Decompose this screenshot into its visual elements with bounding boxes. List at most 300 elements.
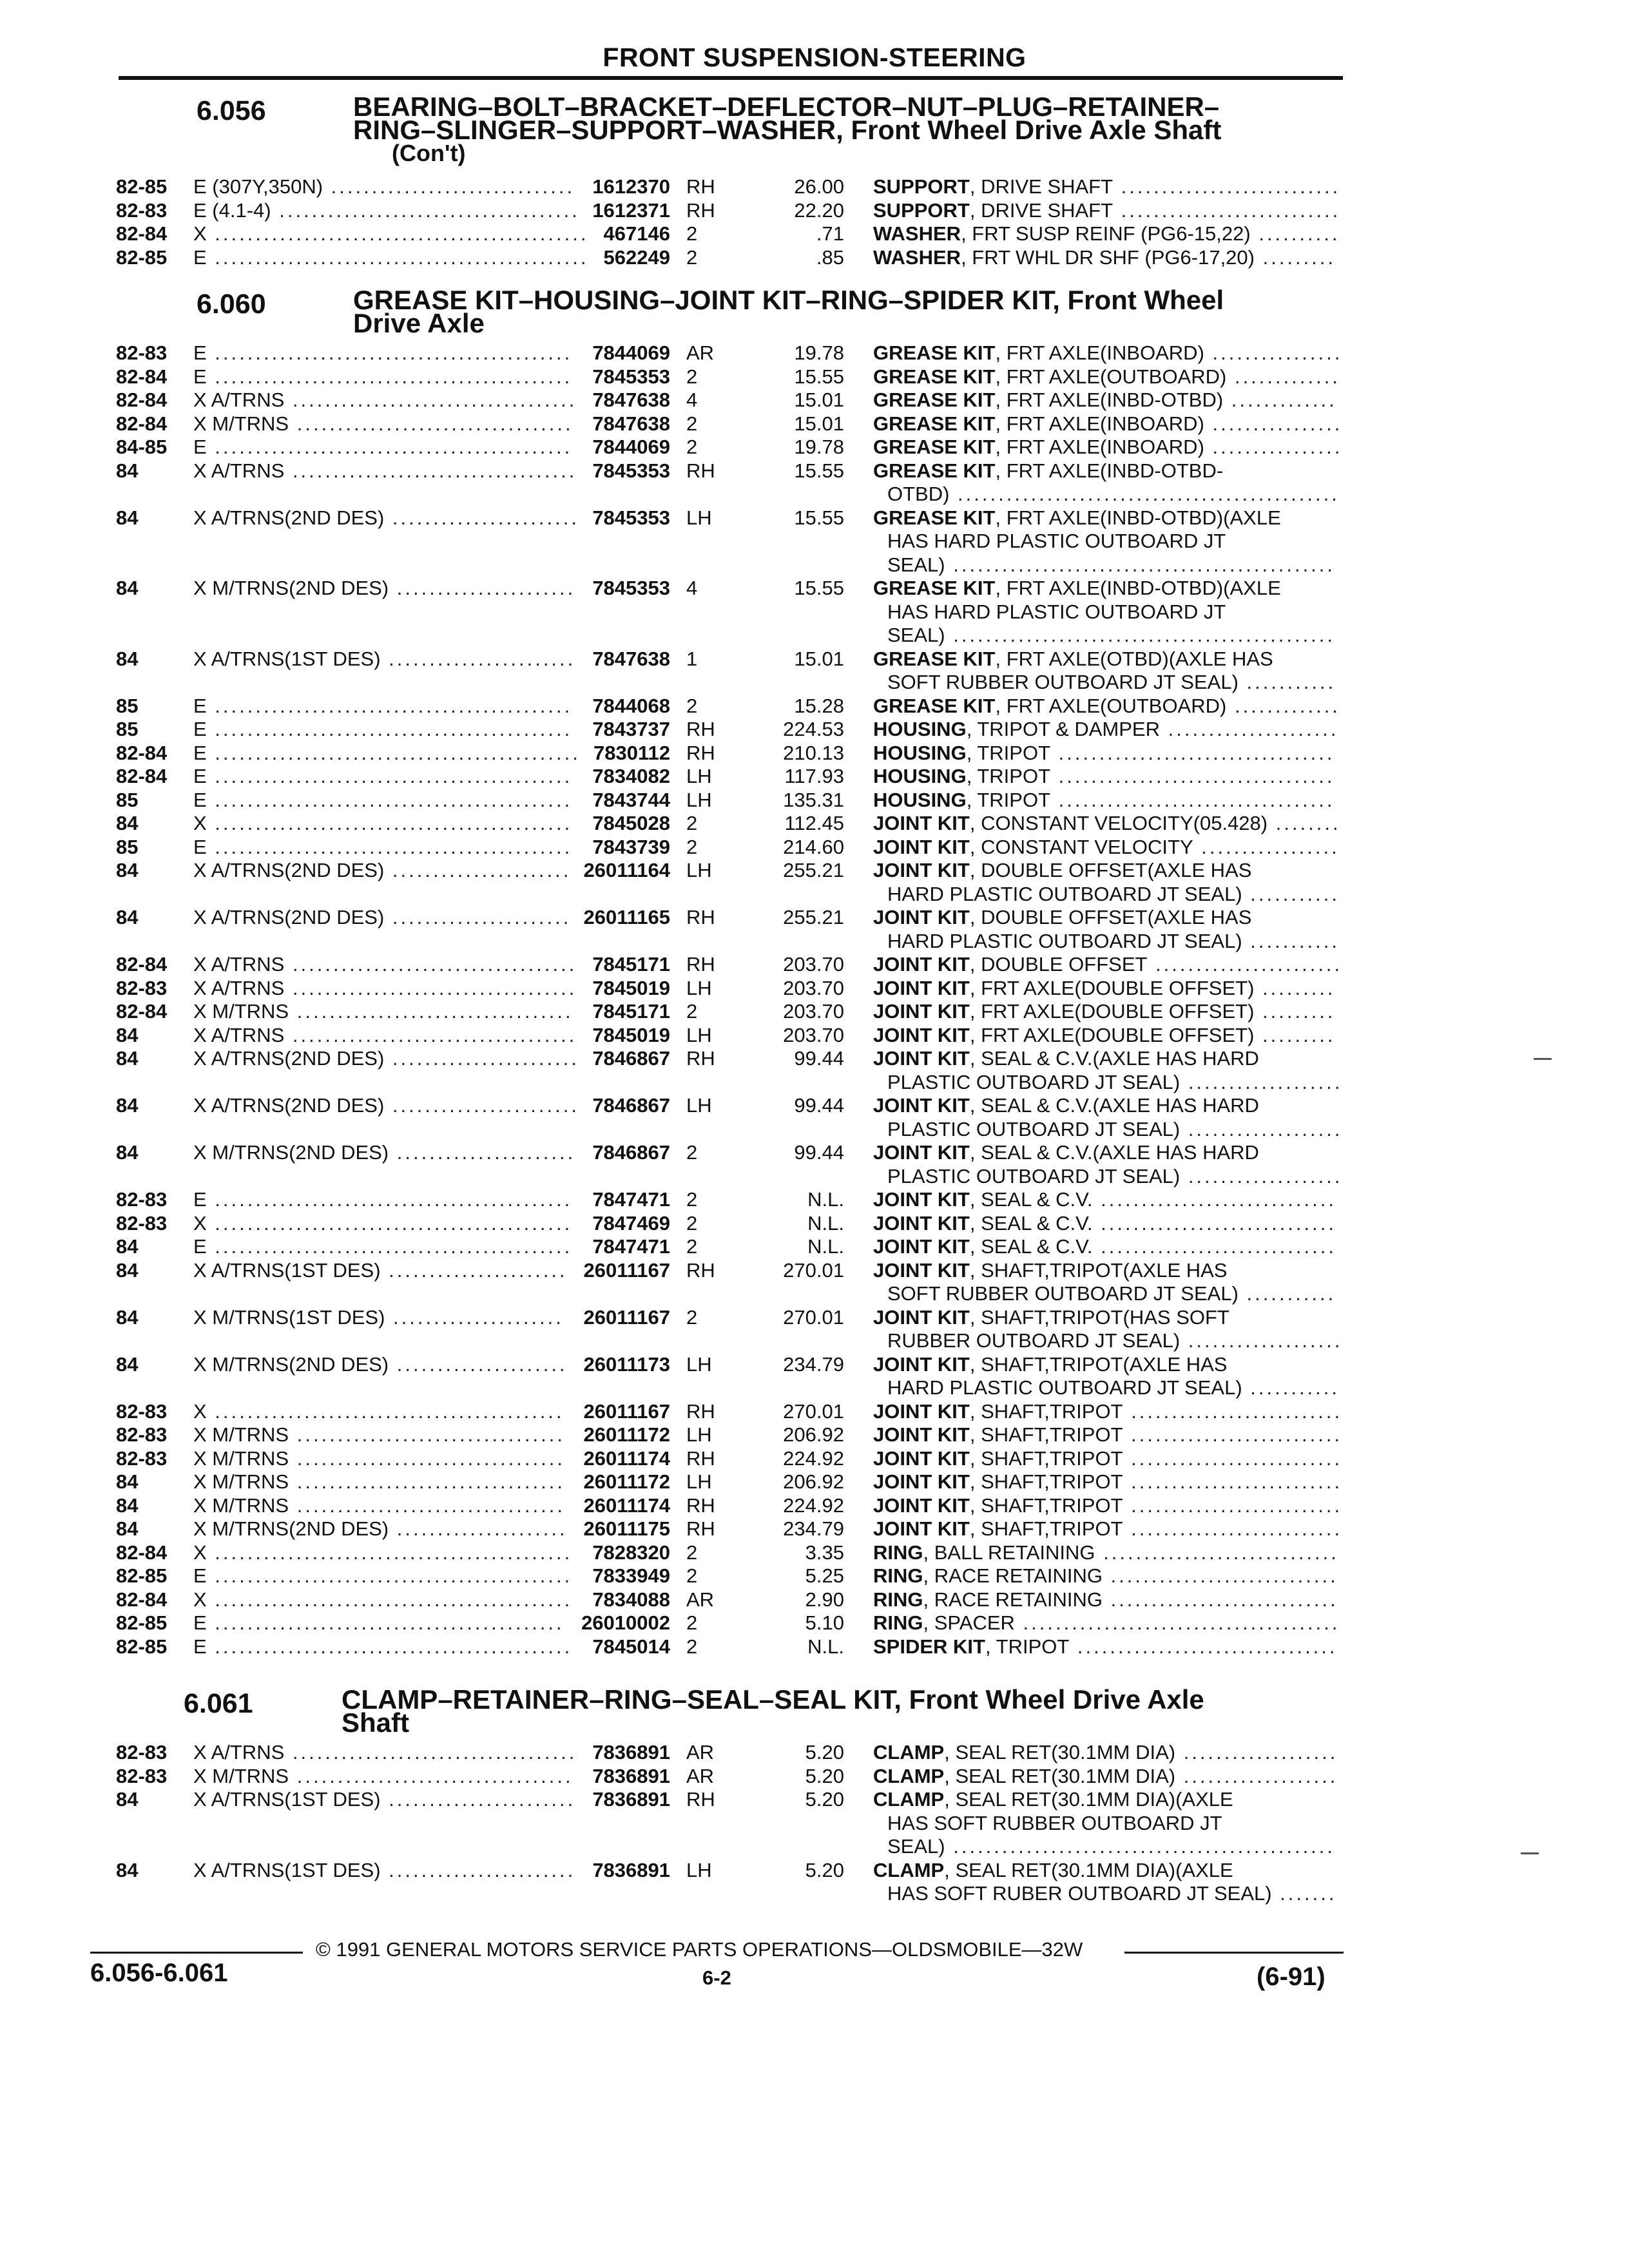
leader-dots: ...............................................	[945, 1835, 1336, 1858]
row-quantity: 1	[686, 647, 698, 670]
leader-dots: ............................................	[206, 436, 573, 458]
leader-dots: .........	[1254, 976, 1336, 999]
row-year: 84	[116, 459, 139, 482]
row-application-text: E	[193, 1188, 207, 1211]
row-year: 85	[116, 835, 139, 858]
row-description-line	[873, 1517, 1342, 1541]
row-description-text: JOINT KIT, SEAL & C.V.	[873, 1188, 1093, 1211]
row-application	[193, 341, 572, 365]
leader-dots: .....................	[389, 1352, 568, 1376]
row-quantity: LH	[686, 859, 712, 881]
row-description-line	[887, 1118, 1342, 1141]
row-description-text: HAS SOFT RUBBER OUTBOARD JT	[887, 1811, 1222, 1834]
row-description-text: GREASE KIT, FRT AXLE(INBOARD)	[873, 412, 1204, 435]
row-description-text: JOINT KIT, SHAFT,TRIPOT(AXLE HAS	[873, 1352, 1228, 1376]
leader-dots: ......................	[384, 859, 572, 881]
row-quantity: LH	[686, 1423, 712, 1446]
row-price: 26.00	[794, 175, 844, 198]
row-part-number: 7845353	[592, 459, 670, 482]
row-year: 82-84	[116, 1588, 168, 1611]
row-description-line	[887, 1376, 1340, 1399]
row-year: 84	[116, 812, 139, 834]
row-part-number: 26011174	[583, 1494, 670, 1517]
row-application-text: E	[193, 835, 207, 858]
leader-dots: ...........	[1242, 929, 1340, 952]
row-description-text: SEAL)	[887, 624, 945, 646]
leader-dots: .......................................	[1014, 1611, 1340, 1634]
row-year: 84	[116, 1352, 139, 1376]
row-application-text: X A/TRNS	[193, 1023, 285, 1046]
row-price: N.L.	[807, 1188, 844, 1211]
row-year: 84	[116, 1141, 139, 1164]
row-description-text: SEAL)	[887, 553, 945, 576]
leader-dots: ..............................................	[206, 245, 589, 269]
row-description-line	[887, 883, 1340, 906]
row-description-text: JOINT KIT, SEAL & C.V.	[873, 1211, 1093, 1235]
row-price: 5.20	[805, 1788, 844, 1811]
row-description-text: SEAL)	[887, 1835, 945, 1858]
row-description-text: GREASE KIT, FRT AXLE(INBOARD)	[873, 436, 1204, 458]
row-application	[193, 765, 572, 788]
leader-dots: ..............................................	[206, 222, 589, 245]
row-application	[193, 1400, 564, 1423]
row-quantity: LH	[686, 1094, 712, 1117]
footer-page-number: 6-2	[702, 1966, 731, 1989]
row-description-text: JOINT KIT, SHAFT,TRIPOT(HAS SOFT	[873, 1305, 1229, 1329]
leader-dots: ..........................	[1123, 1494, 1343, 1517]
leader-dots: ...........................................	[206, 1399, 564, 1423]
row-part-number: 26011164	[583, 859, 670, 881]
row-application	[193, 1141, 575, 1164]
scan-mark	[1534, 1058, 1552, 1060]
row-part-number: 7843744	[592, 788, 670, 811]
row-description-text: HOUSING, TRIPOT & DAMPER	[873, 718, 1160, 740]
row-description-text: HAS HARD PLASTIC OUTBOARD JT	[887, 600, 1226, 623]
row-quantity: RH	[686, 1258, 715, 1282]
leader-dots: ......................	[389, 1141, 576, 1164]
leader-dots: ...............................................	[949, 483, 1340, 505]
leader-dots: ............................................	[206, 765, 573, 787]
row-year: 84	[116, 1494, 139, 1517]
row-application-text: X	[193, 812, 207, 834]
row-description-text: JOINT KIT, DOUBLE OFFSET(AXLE HAS	[873, 906, 1252, 928]
row-year: 84	[116, 506, 139, 529]
row-description-text: HARD PLASTIC OUTBOARD JT SEAL)	[887, 882, 1242, 905]
leader-dots: ...........................	[1113, 198, 1341, 222]
row-price: 206.92	[783, 1423, 844, 1446]
row-part-number: 7830112	[593, 741, 670, 764]
row-application	[193, 365, 572, 389]
row-application-text: X	[193, 222, 207, 245]
row-price: 22.20	[794, 198, 844, 222]
leader-dots: ...........................................	[206, 1611, 564, 1634]
row-description-line	[873, 506, 1281, 530]
row-year: 84	[116, 1235, 139, 1258]
row-quantity: LH	[686, 1352, 712, 1376]
row-description-line	[887, 1071, 1342, 1094]
leader-dots: .........	[1254, 245, 1336, 269]
row-part-number: 7836891	[592, 1788, 670, 1811]
leader-dots: .............	[1226, 365, 1340, 388]
row-price: 99.44	[794, 1047, 844, 1070]
row-description-text: JOINT KIT, SHAFT,TRIPOT	[873, 1494, 1123, 1517]
row-application-text: E	[193, 341, 207, 364]
row-description-text: PLASTIC OUTBOARD JT SEAL)	[887, 1070, 1181, 1093]
row-year: 84-85	[116, 436, 168, 458]
row-year: 82-84	[116, 389, 168, 411]
row-description-text: JOINT KIT, SHAFT,TRIPOT	[873, 1423, 1123, 1446]
row-description-text: CLAMP, SEAL RET(30.1MM DIA)	[873, 1764, 1176, 1787]
row-application	[193, 175, 575, 198]
leader-dots: .............	[1223, 389, 1337, 411]
row-price: 210.13	[783, 741, 844, 764]
row-application	[193, 1353, 568, 1376]
row-year: 84	[116, 1094, 139, 1117]
leader-dots: ............................................	[206, 1588, 573, 1611]
row-part-number: 7844069	[592, 436, 670, 458]
row-year: 82-83	[116, 341, 168, 364]
row-application	[193, 1423, 565, 1446]
row-price: 234.79	[783, 1517, 844, 1540]
row-application-text: E	[193, 788, 207, 811]
row-description-line	[873, 1353, 1227, 1376]
row-description-line	[873, 412, 1342, 436]
row-price: 234.79	[783, 1352, 844, 1376]
footer-revision-date: (6-91)	[1257, 1963, 1325, 1991]
row-part-number: 7847638	[592, 412, 670, 435]
row-price: 5.20	[805, 1858, 844, 1881]
row-description-line	[873, 765, 1335, 788]
row-application	[193, 1447, 565, 1470]
leader-dots: ............................................	[206, 694, 573, 717]
row-year: 84	[116, 859, 139, 881]
leader-dots: ...................................	[284, 976, 577, 999]
footer-section-range: 6.056-6.061	[90, 1959, 228, 1987]
row-description-text: JOINT KIT, CONSTANT VELOCITY	[873, 835, 1193, 858]
row-year: 82-84	[116, 741, 168, 764]
row-application	[193, 1859, 575, 1882]
row-part-number: 26011165	[583, 906, 670, 928]
row-application	[193, 953, 577, 976]
row-application-text: X A/TRNS(1ST DES)	[193, 1788, 381, 1811]
leader-dots: ............................................	[206, 341, 573, 364]
row-price: 5.20	[805, 1764, 844, 1787]
row-application-text: E	[193, 765, 207, 787]
row-application	[193, 718, 572, 741]
row-year: 82-83	[116, 976, 168, 999]
row-description-line	[873, 695, 1340, 718]
row-description-line	[887, 1329, 1342, 1352]
section-title-line: GREASE KIT–HOUSING–JOINT KIT–RING–SPIDER KIT, Front Wheel	[353, 285, 1224, 315]
row-description-text: HOUSING, TRIPOT	[873, 765, 1051, 787]
row-description-line	[873, 1588, 1338, 1611]
leader-dots: .......................	[384, 1047, 579, 1070]
row-application	[193, 577, 575, 600]
row-description-line	[873, 1741, 1338, 1764]
section-title-line: Shaft	[342, 1707, 409, 1738]
row-part-number: 562249	[603, 245, 670, 269]
row-description-text: RING, RACE RETAINING	[873, 1588, 1103, 1611]
row-quantity: 2	[686, 1235, 698, 1258]
row-application-text: X M/TRNS(1ST DES)	[193, 1305, 385, 1329]
row-year: 84	[116, 1305, 139, 1329]
row-description-text: GREASE KIT, FRT AXLE(INBD-OTBD)	[873, 389, 1224, 411]
row-price: 3.35	[805, 1541, 844, 1564]
row-description-text: GREASE KIT, FRT AXLE(OTBD)(AXLE HAS	[873, 647, 1273, 670]
row-price: 135.31	[783, 788, 844, 811]
footer-copyright: © 1991 GENERAL MOTORS SERVICE PARTS OPERATIONS—OLDSMOBILE—32W	[316, 1938, 1083, 1961]
row-description-text: HARD PLASTIC OUTBOARD JT SEAL)	[887, 929, 1242, 952]
leader-dots: ............................................	[206, 1211, 573, 1235]
row-price: 270.01	[783, 1399, 844, 1423]
section-title-line: (Con't)	[392, 140, 466, 166]
row-description-text: CLAMP, SEAL RET(30.1MM DIA)(AXLE	[873, 1788, 1233, 1811]
row-description-text: RING, BALL RETAINING	[873, 1541, 1095, 1564]
row-part-number: 26011173	[583, 1352, 670, 1376]
leader-dots: ............................................	[206, 718, 573, 740]
row-description-line	[873, 1212, 1336, 1235]
leader-dots: ...................	[1175, 1741, 1338, 1763]
row-part-number: 26011167	[583, 1305, 670, 1329]
row-year: 82-84	[116, 412, 168, 435]
leader-dots: ................	[1204, 412, 1343, 435]
leader-dots: .............................	[1095, 1541, 1339, 1564]
row-price: 224.92	[783, 1494, 844, 1517]
row-quantity: LH	[686, 788, 712, 811]
leader-dots: ............................................	[206, 1188, 573, 1211]
leader-dots: ...........	[1238, 671, 1336, 693]
row-price: 15.01	[794, 389, 844, 411]
row-description-text: HAS SOFT RUBER OUTBOARD JT SEAL)	[887, 1882, 1272, 1905]
row-quantity: 2	[686, 835, 698, 858]
row-description-line	[873, 1259, 1227, 1282]
row-application-text: X M/TRNS	[193, 1764, 289, 1787]
row-part-number: 7836891	[592, 1764, 670, 1787]
row-description-text: PLASTIC OUTBOARD JT SEAL)	[887, 1117, 1181, 1140]
leader-dots: ..................................	[289, 412, 574, 435]
row-year: 84	[116, 1023, 139, 1046]
row-application-text: X	[193, 1541, 207, 1564]
row-year: 82-84	[116, 1541, 168, 1564]
row-description-text: JOINT KIT, SHAFT,TRIPOT	[873, 1517, 1123, 1540]
leader-dots: .............................................	[206, 741, 581, 764]
row-description-line	[873, 1000, 1336, 1023]
leader-dots: ............................................	[206, 812, 573, 834]
row-description-line	[873, 1188, 1336, 1211]
leader-dots: ............................	[1102, 1564, 1338, 1587]
row-description-line	[873, 365, 1340, 389]
row-part-number: 7833949	[592, 1564, 670, 1587]
row-quantity: LH	[686, 765, 712, 787]
row-application	[193, 1094, 579, 1117]
row-application	[193, 1765, 574, 1788]
row-application	[193, 977, 577, 1000]
row-price: .85	[816, 245, 844, 269]
row-year: 82-83	[116, 1764, 168, 1787]
row-quantity: 4	[686, 389, 698, 411]
row-part-number: 7834088	[592, 1588, 670, 1611]
row-year: 84	[116, 1258, 139, 1282]
row-quantity: 2	[686, 365, 698, 388]
row-description-line	[873, 1611, 1340, 1635]
row-application-text: E	[193, 245, 207, 269]
row-application	[193, 1541, 572, 1564]
leader-dots: ..................................	[1050, 741, 1335, 764]
leader-dots: ...................................	[284, 459, 577, 482]
row-part-number: 7844068	[592, 694, 670, 717]
leader-dots: .............................	[1092, 1235, 1336, 1258]
row-application	[193, 836, 572, 859]
leader-dots: ............................................	[206, 365, 573, 388]
row-description-text: GREASE KIT, FRT AXLE(INBD-OTBD-	[873, 459, 1224, 482]
leader-dots: .......................	[380, 1858, 576, 1881]
row-description-line	[873, 1788, 1233, 1811]
row-description-line	[873, 906, 1251, 929]
row-description-text: GREASE KIT, FRT AXLE(INBD-OTBD)(AXLE	[873, 577, 1281, 599]
row-application	[193, 1188, 572, 1211]
leader-dots: .........	[1254, 1023, 1336, 1046]
row-description-text: CLAMP, SEAL RET(30.1MM DIA)(AXLE	[873, 1858, 1233, 1881]
row-part-number: 7828320	[592, 1541, 670, 1564]
row-quantity: LH	[686, 1470, 712, 1493]
row-year: 84	[116, 1858, 139, 1881]
row-description-text: JOINT KIT, SHAFT,TRIPOT	[873, 1399, 1123, 1423]
row-description-line	[873, 836, 1340, 859]
row-price: 203.70	[783, 1000, 844, 1023]
row-description-line	[873, 953, 1342, 976]
row-part-number: 7847471	[592, 1235, 670, 1258]
row-description-text: SPIDER KIT, TRIPOT	[873, 1635, 1070, 1658]
row-application-text: X M/TRNS(2ND DES)	[193, 1517, 389, 1540]
row-application	[193, 1494, 565, 1517]
row-description-text: JOINT KIT, DOUBLE OFFSET	[873, 953, 1148, 975]
row-application-text: X A/TRNS(1ST DES)	[193, 1858, 381, 1881]
row-year: 84	[116, 906, 139, 928]
row-application-text: X A/TRNS(1ST DES)	[193, 647, 381, 670]
row-description-line	[873, 977, 1336, 1000]
leader-dots: ......................	[380, 1258, 568, 1282]
row-price: 19.78	[794, 341, 844, 364]
row-price: 15.55	[794, 506, 844, 529]
row-part-number: 7845028	[592, 812, 670, 834]
row-application	[193, 695, 572, 718]
row-price: 99.44	[794, 1094, 844, 1117]
row-price: 206.92	[783, 1470, 844, 1493]
row-price: 214.60	[783, 835, 844, 858]
row-description-line	[873, 1423, 1342, 1446]
row-application-text: E	[193, 365, 207, 388]
leader-dots: ..........................	[1123, 1446, 1343, 1470]
row-description-line	[873, 1635, 1338, 1658]
row-quantity: 2	[686, 1564, 698, 1587]
leader-dots: ...............................................	[945, 624, 1336, 646]
row-application-text: X M/TRNS	[193, 1000, 289, 1023]
row-description-text: GREASE KIT, FRT AXLE(INBD-OTBD)(AXLE	[873, 506, 1281, 529]
section-title-line: CLAMP–RETAINER–RING–SEAL–SEAL KIT, Front Wheel Drive Axle	[342, 1684, 1204, 1715]
row-year: 85	[116, 718, 139, 740]
row-quantity: 2	[686, 222, 698, 245]
row-application-text: E (307Y,350N)	[193, 175, 323, 198]
row-quantity: 2	[686, 436, 698, 458]
row-price: 5.20	[805, 1741, 844, 1763]
row-description-line	[887, 930, 1340, 953]
row-part-number: 7845353	[592, 577, 670, 599]
leader-dots: .................	[1193, 835, 1340, 858]
row-application-text: X M/TRNS(2ND DES)	[193, 1352, 389, 1376]
row-quantity: RH	[686, 1788, 715, 1811]
row-price: 112.45	[784, 812, 844, 834]
row-application	[193, 1259, 568, 1282]
row-quantity: LH	[686, 976, 712, 999]
row-quantity: AR	[686, 1764, 715, 1787]
row-application	[193, 1517, 568, 1541]
row-part-number: 7845353	[592, 506, 670, 529]
leader-dots: .....................................	[271, 198, 580, 222]
row-description-text: JOINT KIT, FRT AXLE(DOUBLE OFFSET)	[873, 1023, 1255, 1046]
row-application-text: E	[193, 1564, 207, 1587]
leader-dots: .....................	[389, 1517, 568, 1540]
leader-dots: ...................	[1180, 1329, 1343, 1352]
leader-dots: .............................	[1092, 1188, 1336, 1211]
leader-dots: ................	[1204, 436, 1343, 458]
row-price: 203.70	[783, 976, 844, 999]
row-description-line	[873, 175, 1340, 198]
row-year: 82-83	[116, 1188, 168, 1211]
row-description-line	[873, 1235, 1336, 1258]
row-application-text: X	[193, 1399, 207, 1423]
row-part-number: 26011175	[583, 1517, 670, 1540]
leader-dots: ..............................	[323, 175, 575, 198]
row-description-text: GREASE KIT, FRT AXLE(INBOARD)	[873, 341, 1204, 364]
row-quantity: 2	[686, 1141, 698, 1164]
row-price: 15.55	[794, 577, 844, 599]
row-year: 84	[116, 1047, 139, 1070]
row-description-line	[887, 1835, 1335, 1858]
row-part-number: 7847638	[592, 647, 670, 670]
row-quantity: AR	[686, 1741, 715, 1763]
row-application	[193, 222, 589, 245]
row-year: 85	[116, 694, 139, 717]
leader-dots: .....................	[385, 1305, 564, 1329]
leader-dots: ..........................	[1123, 1470, 1343, 1493]
row-application	[193, 789, 572, 812]
row-description-text: JOINT KIT, FRT AXLE(DOUBLE OFFSET)	[873, 976, 1255, 999]
row-application-text: X A/TRNS	[193, 1741, 285, 1763]
row-application-text: X M/TRNS	[193, 1470, 289, 1493]
row-description-text: GREASE KIT, FRT AXLE(OUTBOARD)	[873, 365, 1227, 388]
row-application-text: X A/TRNS	[193, 459, 285, 482]
leader-dots: ......................	[384, 906, 572, 928]
row-description-line	[887, 553, 1335, 577]
row-part-number: 467146	[603, 222, 670, 245]
row-description-line	[873, 1447, 1342, 1470]
row-description-text: WASHER, FRT WHL DR SHF (PG6-17,20)	[873, 245, 1255, 269]
leader-dots: ...........	[1238, 1282, 1336, 1305]
row-description-text: SUPPORT, DRIVE SHAFT	[873, 175, 1113, 198]
row-application	[193, 1741, 577, 1764]
row-year: 82-83	[116, 1399, 168, 1423]
row-description-text: SUPPORT, DRIVE SHAFT	[873, 198, 1113, 222]
row-year: 82-84	[116, 222, 168, 245]
row-application	[193, 1000, 574, 1023]
row-year: 82-84	[116, 365, 168, 388]
row-quantity: RH	[686, 718, 715, 740]
leader-dots: ...................................	[284, 389, 577, 411]
row-year: 82-85	[116, 1635, 168, 1658]
leader-dots: ...................................	[284, 1023, 577, 1046]
row-year: 82-84	[116, 953, 168, 975]
row-application-text: X A/TRNS	[193, 389, 285, 411]
